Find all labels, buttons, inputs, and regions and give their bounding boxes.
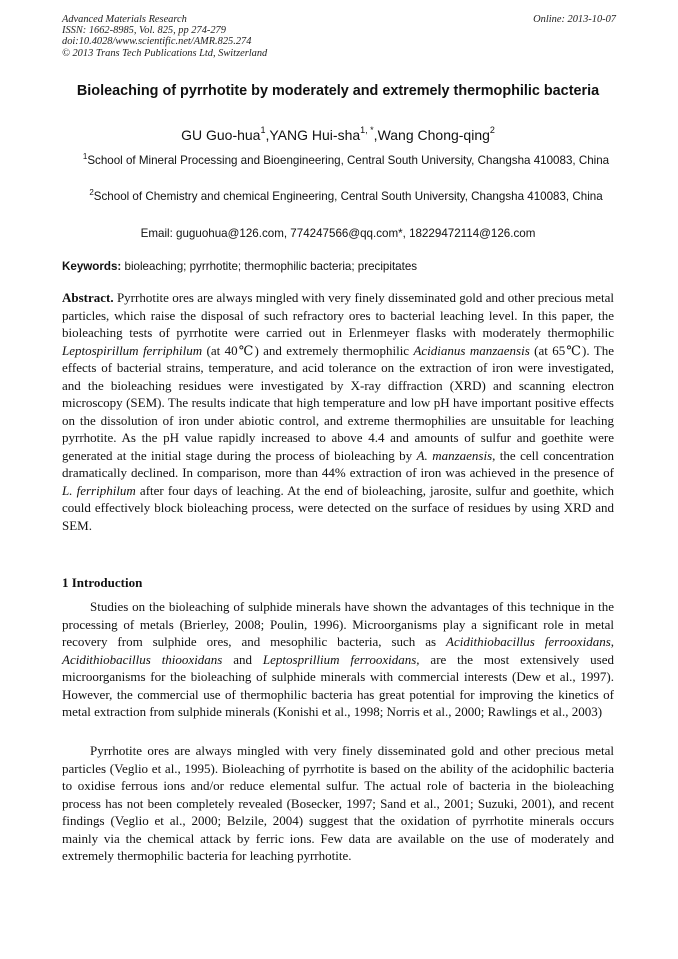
- email-line: Email: guguohua@126.com, 774247566@qq.com*, 18229472114@126.com: [140, 227, 536, 240]
- keywords-label: Keywords:: [62, 260, 122, 273]
- journal-header: [62, 14, 267, 59]
- affiliation-2-marker: 2: [89, 188, 94, 198]
- abstract: [62, 289, 614, 534]
- abstract-text-4: , the cell concentration dramatically declined. In comparison, more than 44% extraction of iron was achieved in the presence of: [62, 447, 615, 480]
- species-name: L. ferriphilum: [62, 482, 136, 498]
- section-heading-introduction: 1 Introduction: [62, 575, 143, 590]
- intro-text-2: ,: [610, 634, 615, 649]
- issn-line: ISSN: 1662-8985, Vol. 825, pp 274-279: [62, 25, 226, 37]
- journal-name: Advanced Materials Research: [62, 14, 187, 25]
- intro-paragraph-1: [62, 598, 614, 721]
- species-name: Acidithiobacillus thiooxidans: [62, 651, 223, 667]
- intro-text-1: Studies on the bioleaching of sulphide minerals have shown the advantages of this technique in the processing of metals (Brierley, 2008; Poulin, 1996). Microorganisms play a significant role in metal recovery from sulphide ores, and mesophilic bacteria, such as: [62, 599, 614, 649]
- abstract-text-1: Pyrrhotite ores are always mingled with very finely disseminated gold and other precious metal particles, which raise the disposal of such refractory ores to bacterial leaching level. In this paper, the bioleaching tests of pyrrhotite were carried out in Erlenmeyer flasks with moderately thermophilic: [62, 290, 614, 340]
- author-1-affiliation: 1: [260, 125, 266, 136]
- abstract-text-2: (at 40℃) and extremely thermophilic: [202, 342, 414, 358]
- abstract-text-3: (at 65℃). The effects of bacterial strains, temperature, and acid tolerance on the extraction of iron were investigated, and the bioleaching residues were investigated by X-ray diffraction (XRD) and scanning electron microscopy (SEM). The results indicate that high temperature and low pH have important positive effects on the dissolution of iron under abiotic control, and extreme thermophilies are unsuitable for leaching pyrrhotite. As the pH value rapidly increased to above 4.4 and amounts of sulfur and goethite were generated at the initial stage during the process of bioleaching by: [62, 342, 614, 463]
- intro-paragraph-2: Pyrrhotite ores are always mingled with very finely disseminated gold and other precious metal particles (Veglio et al., 1995). Bioleaching of pyrrhotite is based on the ability of the acidophilic bacteria to oxidise ferrous ions and/or reduce elemental sulfur. The actual role of bacteria in the bioleaching process has not been completely revealed (Bosecker, 1997; Sand et al., 2001; Suzuki, 2001), and recent findings (Veglio et al., 2000; Belzile, 2004) suggest that the oxidation of pyrrhotite minerals occurs mainly via the chemical attack by ferric ions. Few data are available on the use of moderately and extremely thermophilic bacteria for leaching pyrrhotite.: [62, 743, 614, 863]
- author-3-affiliation: 2: [489, 125, 495, 136]
- keywords-text: bioleaching; pyrrhotite; thermophilic bacteria; precipitates: [121, 260, 418, 273]
- species-name: Acidianus manzaensis: [413, 342, 530, 358]
- species-name: A. manzaensis: [416, 447, 493, 463]
- affiliation-1-text: School of Mineral Processing and Bioengineering, Central South University, Changsha 410083, China: [87, 154, 610, 167]
- paper-title: Bioleaching of pyrrhotite by moderately and extremely thermophilic bacteria: [76, 83, 600, 99]
- species-name: Acidithiobacillus ferrooxidans: [446, 634, 611, 649]
- species-name: Leptospirillum ferriphilum: [62, 342, 203, 358]
- abstract-label: Abstract.: [62, 290, 114, 305]
- author-2-affiliation: 1, *: [360, 125, 374, 136]
- doi-line: doi:10.4028/www.scientific.net/AMR.825.274: [62, 36, 252, 48]
- affiliation-2: [80, 189, 612, 206]
- author-line: GU Guo-hua$^1$,YANG Hui-sha$^{1, *}$,Wang Chong-qing$^2$: [181, 125, 495, 143]
- author-3: Wang Chong-qing: [377, 127, 490, 143]
- intro-text-4: are the most extensively used microorganisms for the bioleaching of sulphide minerals with commercial interests (Dew et al., 1997). However, the commercial use of thermophilic bacteria has great potential for improving the kinetics of metal extraction from sulphide minerals (Konishi et al., 1998; Norris et al., 2000; Rawlings et al., 2003): [62, 651, 614, 719]
- copyright-line: © 2013 Trans Tech Publications Ltd, Switzerland: [62, 47, 268, 59]
- affiliation-2-text: School of Chemistry and chemical Engineering, Central South University, Changsha 410083, China: [93, 190, 603, 203]
- affiliation-1: [80, 153, 612, 170]
- keywords: [62, 259, 614, 275]
- abstract-text-5: after four days of leaching. At the end of bioleaching, jarosite, sulfur and goethite, which could effectively block bioleaching process, were detected on the surface of residues by using XRD and SEM.: [62, 482, 614, 533]
- author-1: GU Guo-hua: [181, 127, 261, 143]
- species-name: Leptosprillium ferrooxidans,: [262, 651, 420, 667]
- online-date: Online: 2013-10-07: [533, 14, 616, 25]
- intro-text-3: and: [222, 651, 263, 667]
- affiliation-1-marker: 1: [82, 152, 88, 162]
- author-2: YANG Hui-sha: [269, 127, 361, 143]
